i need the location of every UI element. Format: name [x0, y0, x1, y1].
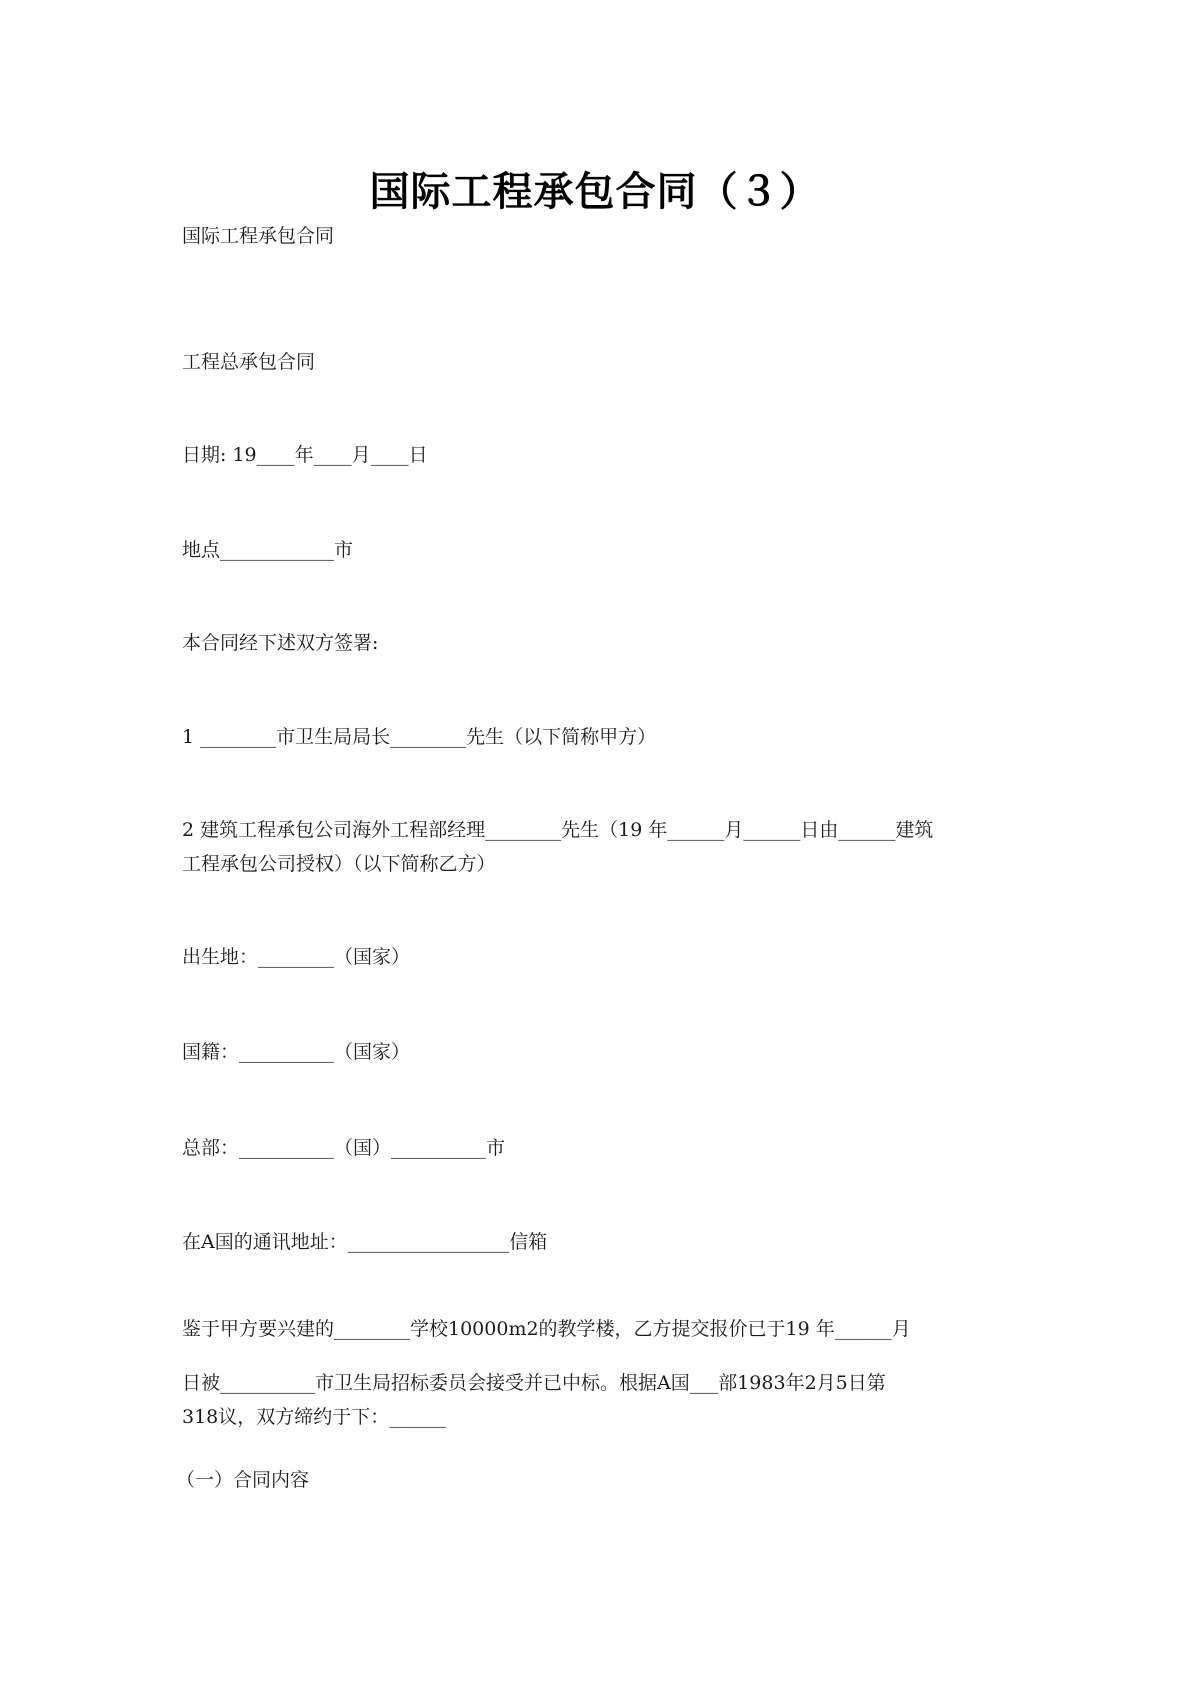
place-line: 地点____________市 [182, 539, 354, 561]
whereas-line-2: 日被__________市卫生局招标委员会接受并已中标。根据A国___部1983年2月5日第 [182, 1372, 886, 1394]
headquarters-line: 总部：__________（国）__________市 [182, 1137, 506, 1159]
party-a-line: 1 ________市卫生局局长________先生（以下简称甲方） [182, 726, 657, 748]
party-b-line-2: 工程承包公司授权）（以下简称乙方） [182, 853, 496, 875]
whereas-line-3: 318议，双方缔约于下：______ [182, 1406, 447, 1428]
nationality-line: 国籍：__________（国家） [182, 1041, 411, 1063]
address-line: 在A国的通讯地址：_________________信箱 [182, 1231, 548, 1253]
signing-intro: 本合同经下述双方签署: [182, 632, 379, 654]
contract-name: 工程总承包合同 [182, 351, 316, 373]
birthplace-line: 出生地：________（国家） [182, 946, 411, 968]
date-line: 日期: 19____年____月____日 [182, 444, 428, 466]
party-b-line-1: 2 建筑工程承包公司海外工程部经理________先生（19 年______月______日由______建筑 [182, 819, 934, 841]
section-1-heading: （一）合同内容 [176, 1469, 310, 1491]
document-title: 国际工程承包合同（３） [369, 169, 821, 215]
whereas-line-1: 鉴于甲方要兴建的________学校10000m2的教学楼，乙方提交报价已于19 年______月 [182, 1318, 911, 1340]
document-subtitle: 国际工程承包合同 [182, 225, 335, 247]
